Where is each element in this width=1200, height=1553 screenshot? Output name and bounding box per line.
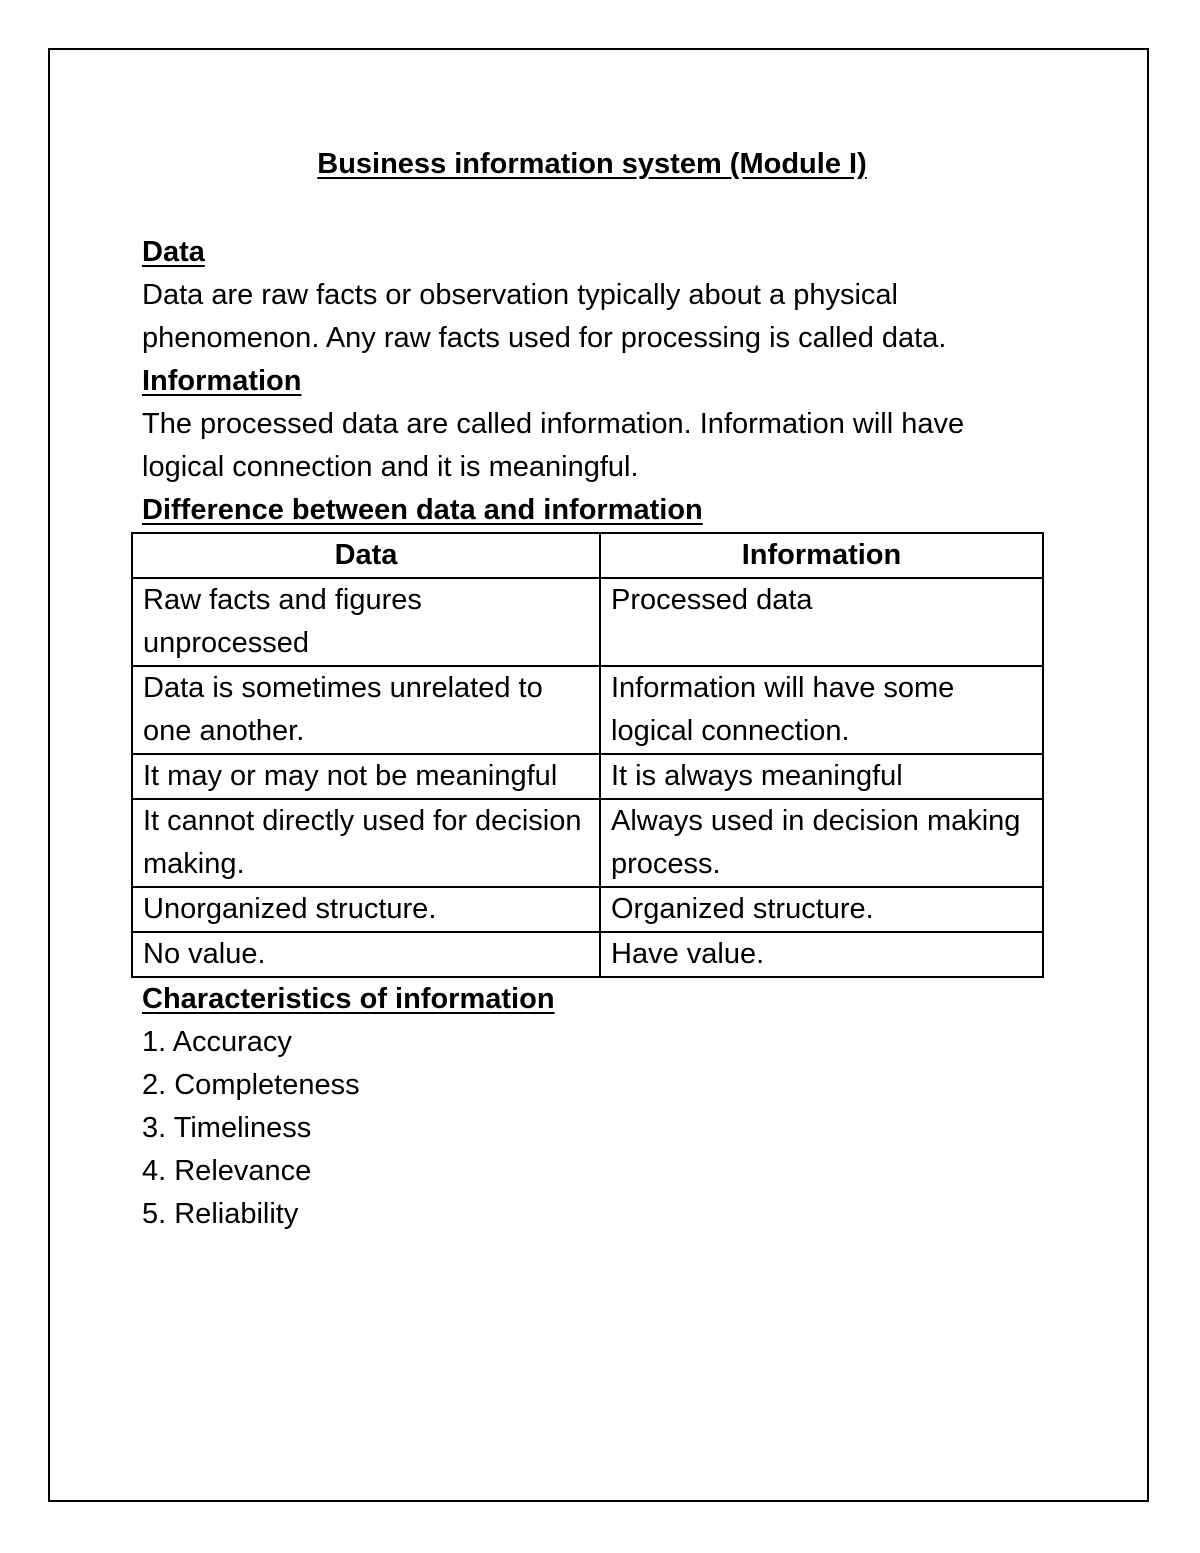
data-cell: Data is sometimes unrelated to one another. [132, 666, 600, 754]
list-item: 4. Relevance [142, 1155, 312, 1187]
information-definition: The processed data are called information. Information will have logical connection and it is meaningful. [142, 408, 965, 483]
table-row [132, 887, 1043, 932]
list-item: 3. Timeliness [142, 1112, 312, 1144]
data-definition: Data are raw facts or observation typically about a physical phenomenon. Any raw facts used for processing is called data. [142, 279, 947, 354]
characteristics-list [142, 1021, 1042, 1236]
information-cell: Processed data [600, 578, 1043, 666]
table-row [132, 666, 1043, 754]
data-cell: No value. [132, 932, 600, 977]
table-header-row [132, 533, 1043, 578]
document-content [142, 140, 1042, 1236]
list-item: 1. Accuracy [142, 1026, 292, 1058]
characteristics-heading: Characteristics of information [142, 983, 555, 1015]
data-cell: Unorganized structure. [132, 887, 600, 932]
information-cell: Organized structure. [600, 887, 1043, 932]
information-cell: Have value. [600, 932, 1043, 977]
table-row [132, 754, 1043, 799]
data-heading: Data [142, 236, 205, 268]
data-cell: It cannot directly used for decision making. [132, 799, 600, 887]
data-cell: Raw facts and figures unprocessed [132, 578, 600, 666]
list-item: 5. Reliability [142, 1198, 299, 1230]
data-cell: It may or may not be meaningful [132, 754, 600, 799]
information-cell: It is always meaningful [600, 754, 1043, 799]
column-header-information: Information [600, 533, 1043, 578]
information-cell: Always used in decision making process. [600, 799, 1043, 887]
table-row [132, 578, 1043, 666]
document-title: Business information system (Module I) [317, 148, 867, 180]
information-heading: Information [142, 365, 302, 397]
list-item: 2. Completeness [142, 1069, 360, 1101]
difference-table [131, 532, 1044, 978]
table-row [132, 932, 1043, 977]
table-row [132, 799, 1043, 887]
column-header-data: Data [132, 533, 600, 578]
information-cell: Information will have some logical connection. [600, 666, 1043, 754]
difference-heading: Difference between data and information [142, 494, 703, 526]
